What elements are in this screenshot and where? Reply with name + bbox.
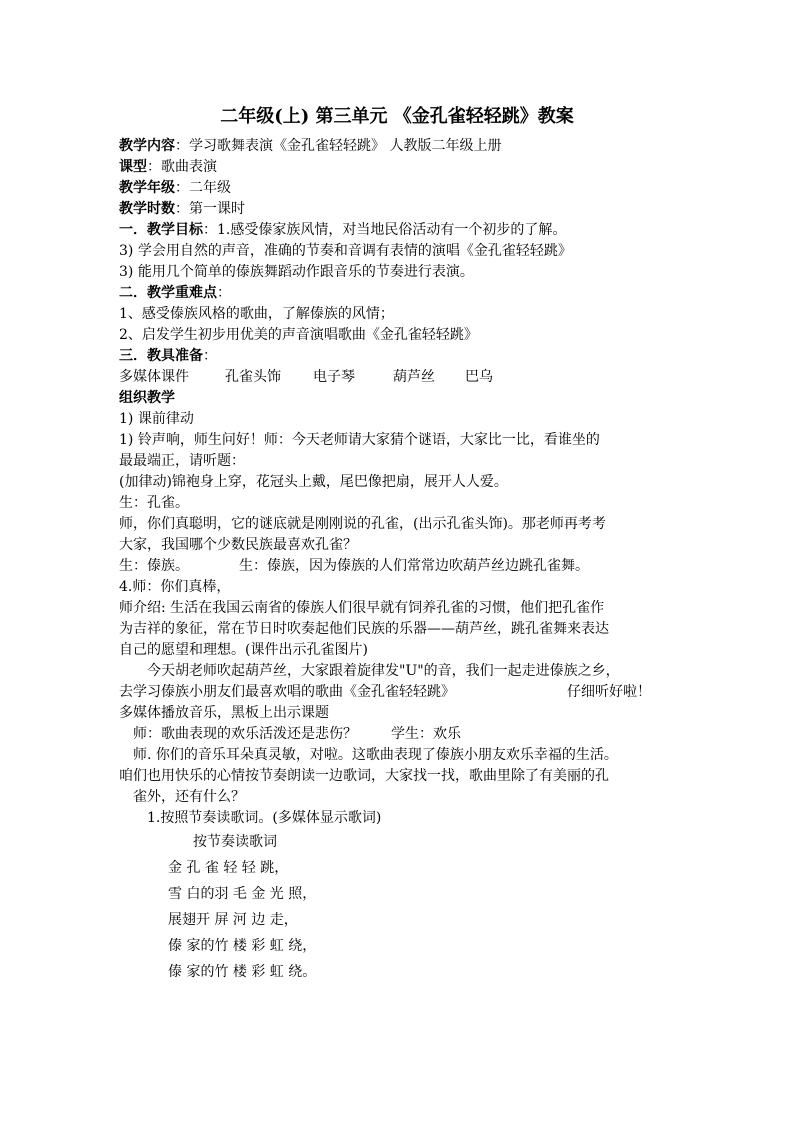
- body-line: [119, 682, 651, 703]
- body-line: 1.按照节奏读歌词。(多媒体显示歌词): [147, 810, 382, 826]
- tools-colon: ：: [203, 348, 217, 364]
- key-point-1: 1、感受傣族风格的歌曲，了解傣族的风情；: [119, 306, 394, 322]
- objectives-line: [119, 220, 566, 241]
- student-answer-1: 生：傣族。: [119, 558, 189, 574]
- body-line: 4.师：你们真棒，: [119, 579, 231, 595]
- key-point-2: 2、启发学生初步用优美的声音演唱歌曲《金孔雀轻轻跳》: [119, 327, 478, 343]
- teaching-content-label: 教学内容: [119, 138, 175, 154]
- body-line: [119, 556, 589, 577]
- body-line: 自己的愿望和理想。(课件出示孔雀图片): [119, 642, 368, 658]
- objective-item-2: 3) 学会用自然的声音，准确的节奏和音调有表情的演唱《金孔雀轻轻跳》: [119, 243, 572, 259]
- student-answer-2: 生：傣族，因为傣族的人们常常边吹葫芦丝边跳孔雀舞。: [239, 558, 589, 574]
- body-line: 师介绍: 生活在我国云南省的傣族人们很早就有饲养孔雀的习惯，他们把孔雀作: [119, 600, 605, 616]
- objective-item-3: 3) 能用几个简单的傣族舞蹈动作跟音乐的节奏进行表演。: [119, 264, 474, 280]
- body-line: 雀外，还有什么？: [133, 789, 245, 805]
- body-line: 最最端正，请听题：: [119, 453, 245, 469]
- body-line: 1) 课前律动: [119, 411, 194, 427]
- hours-value: ：第一课时: [175, 201, 245, 217]
- body-line: 今天胡老师吹起葫芦丝，大家跟着旋律发"U"的音，我们一起走进傣族之乡，: [147, 663, 620, 679]
- lesson-type-value: ：歌曲表演: [147, 159, 217, 175]
- objective-item-1: ：1.感受傣家族风情，对当地民俗活动有一个初步的了解。: [203, 222, 567, 238]
- hours-line: [119, 199, 245, 220]
- teaching-content-value: ：学习歌舞表演《金孔雀轻轻跳》 人教版二年级上册: [175, 138, 502, 154]
- body-line: 咱们也用快乐的心情按节奏朗读一边歌词，大家找一找，歌曲里除了有美丽的孔: [119, 768, 609, 784]
- tool-item: 多媒体课件: [119, 369, 189, 385]
- student-reply: 学生：欢乐: [391, 726, 461, 742]
- key-points-heading: [119, 283, 231, 304]
- tool-item: 孔雀头饰: [225, 369, 281, 385]
- lesson-type-label: 课型: [119, 159, 147, 175]
- body-line: 为吉祥的象征，常在节日时吹奏起他们民族的乐器——葫芦丝，跳孔雀舞来表达: [119, 621, 609, 637]
- grade-label: 教学年级: [119, 180, 175, 196]
- grade-line: [119, 178, 231, 199]
- lesson-type-line: [119, 157, 217, 178]
- hours-label: 教学时数: [119, 201, 175, 217]
- key-points-label: 二．教学重难点: [119, 285, 217, 301]
- song-intro: 去学习傣族小朋友们最喜欢唱的歌曲《金孔雀轻轻跳》: [119, 684, 455, 700]
- lyric-line: 展翅开 屏 河 边 走，: [168, 912, 298, 928]
- body-line: 多媒体播放音乐，黑板上出示课题: [119, 705, 329, 721]
- key-points-colon: ：: [217, 285, 231, 301]
- tools-heading: [119, 346, 217, 367]
- lyric-line: 雪 白的羽 毛 金 光 照，: [168, 886, 317, 902]
- grade-value: ：二年级: [175, 180, 231, 196]
- body-line: 师. 你们的音乐耳朵真灵敏，对啦。这歌曲表现了傣族小朋友欢乐幸福的生活。: [133, 747, 618, 763]
- lyric-line: 傣 家的竹 楼 彩 虹 绕，: [168, 938, 317, 954]
- lyrics-heading: 按节奏读歌词: [193, 834, 277, 850]
- tool-item: 电子琴: [313, 369, 355, 385]
- body-line: 生：孔雀。: [119, 495, 189, 511]
- tools-list: [119, 367, 493, 388]
- lyric-line: 傣 家的竹 楼 彩 虹 绕。: [168, 964, 317, 980]
- body-line: 师，你们真聪明，它的谜底就是刚刚说的孔雀，(出示孔雀头饰)。那老师再考考: [119, 516, 606, 532]
- body-line: 1) 铃声响，师生问好！师：今天老师请大家猜个谜语，大家比一比，看谁坐的: [119, 432, 600, 448]
- objectives-label: 一．教学目标: [119, 222, 203, 238]
- listen-prompt: 仔细听好啦！: [567, 684, 651, 700]
- body-line: 大家，我国哪个少数民族最喜欢孔雀？: [119, 537, 357, 553]
- tool-item: 葫芦丝: [393, 369, 435, 385]
- body-line: [133, 724, 461, 745]
- body-line: (加律动)锦袍身上穿，花冠头上戴，尾巴像把扇，展开人人爱。: [119, 474, 508, 490]
- teaching-content-line: [119, 136, 501, 157]
- document-title: 二年级(上) 第三单元 《金孔雀轻轻跳》教案: [220, 106, 574, 127]
- organize-heading: 组织教学: [119, 390, 175, 406]
- teacher-question: 师：歌曲表现的欢乐活泼还是悲伤？: [133, 726, 357, 742]
- tool-item: 巴乌: [465, 369, 493, 385]
- tools-label: 三．教具准备: [119, 348, 203, 364]
- lyric-line: 金 孔 雀 轻 轻 跳，: [168, 860, 289, 876]
